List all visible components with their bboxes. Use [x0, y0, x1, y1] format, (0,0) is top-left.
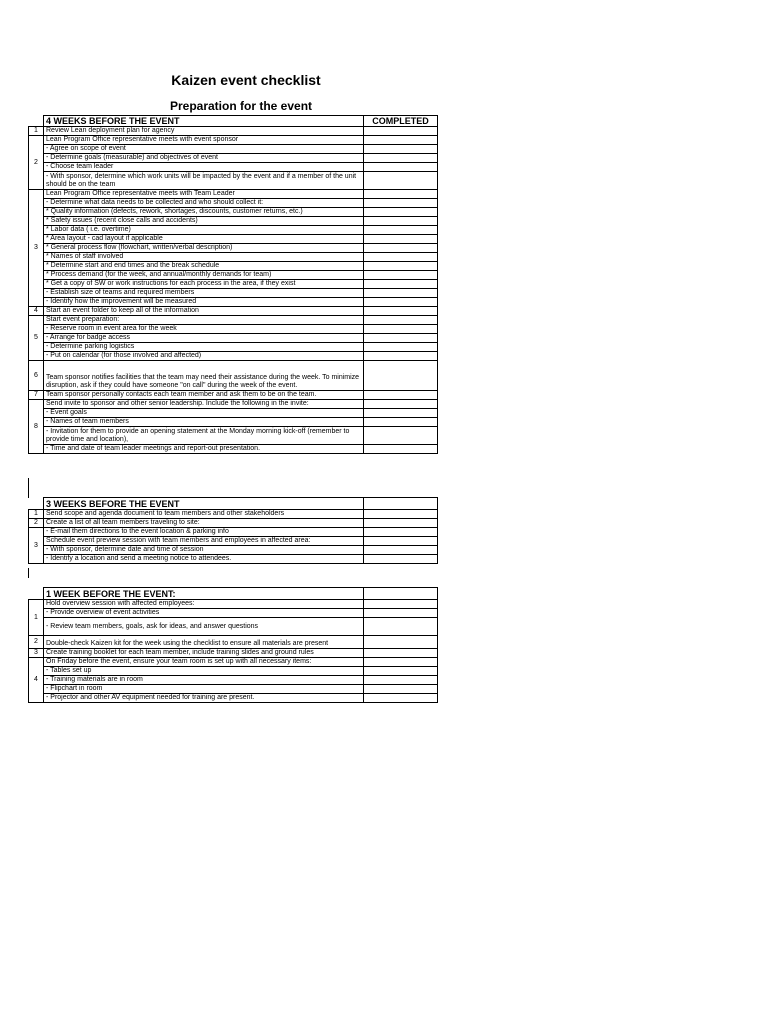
checklist-section-1-week	[28, 587, 438, 703]
completed-cell[interactable]	[364, 685, 438, 694]
completed-cell[interactable]	[364, 636, 438, 649]
section-heading: 1 WEEK BEFORE THE EVENT:	[44, 588, 364, 600]
completed-cell[interactable]	[364, 244, 438, 253]
checklist-item: - Tables set up	[44, 667, 364, 676]
checklist-item: Start an event folder to keep all of the information	[44, 307, 364, 316]
checklist-item: - Review team members, goals, ask for ideas, and answer questions	[44, 618, 364, 636]
item-number: 2	[29, 519, 44, 528]
item-number: 8	[29, 400, 44, 454]
spacer	[29, 116, 44, 127]
checklist-item: * Get a copy of SW or work instructions for each process in the area, if they exist	[44, 280, 364, 289]
completed-cell[interactable]	[364, 280, 438, 289]
checklist-item: Double-check Kaizen kit for the week using the checklist to ensure all materials are present	[44, 636, 364, 649]
completed-cell[interactable]	[364, 418, 438, 427]
checklist-item: Team sponsor personally contacts each team member and ask them to be on the team.	[44, 391, 364, 400]
checklist-item: Send invite to sponsor and other senior leadership. Include the following in the invite:	[44, 400, 364, 409]
checklist-item: - Arrange for badge access	[44, 334, 364, 343]
section-heading: 4 WEEKS BEFORE THE EVENT	[44, 116, 364, 127]
completed-cell[interactable]	[364, 445, 438, 454]
checklist-item: - Determine goals (measurable) and objectives of event	[44, 154, 364, 163]
completed-cell[interactable]	[364, 528, 438, 537]
item-number: 7	[29, 391, 44, 400]
completed-cell[interactable]	[364, 199, 438, 208]
checklist-item: Lean Program Office representative meets with event sponsor	[44, 136, 364, 145]
completed-cell[interactable]	[364, 361, 438, 391]
item-number: 2	[29, 636, 44, 649]
checklist-item: Review Lean deployment plan for agency	[44, 127, 364, 136]
checklist-section-3-weeks	[28, 497, 438, 564]
completed-cell[interactable]	[364, 316, 438, 325]
checklist-item: - Determine parking logistics	[44, 343, 364, 352]
section-heading: 3 WEEKS BEFORE THE EVENT	[44, 498, 364, 510]
completed-cell[interactable]	[364, 145, 438, 154]
completed-cell[interactable]	[364, 609, 438, 618]
checklist-item: - Agree on scope of event	[44, 145, 364, 154]
completed-cell[interactable]	[364, 298, 438, 307]
page-title: Kaizen event checklist	[171, 72, 321, 88]
checklist-item: - Identify a location and send a meeting notice to attendees.	[44, 555, 364, 564]
checklist-item: On Friday before the event, ensure your team room is set up with all necessary items:	[44, 658, 364, 667]
checklist-item: - Identify how the improvement will be measured	[44, 298, 364, 307]
completed-cell[interactable]	[364, 352, 438, 361]
completed-cell[interactable]	[364, 600, 438, 609]
item-number: 3	[29, 528, 44, 564]
completed-cell[interactable]	[364, 618, 438, 636]
completed-cell[interactable]	[364, 271, 438, 280]
completed-cell[interactable]	[364, 307, 438, 316]
item-number: 5	[29, 316, 44, 361]
checklist-item: - Choose team leader	[44, 163, 364, 172]
completed-header-cell	[364, 588, 438, 600]
item-number: 3	[29, 190, 44, 307]
item-number: 4	[29, 658, 44, 703]
checklist-item: - E-mail them directions to the event location & parking info	[44, 528, 364, 537]
completed-cell[interactable]	[364, 190, 438, 199]
checklist-item: Lean Program Office representative meets with Team Leader	[44, 190, 364, 199]
completed-cell[interactable]	[364, 510, 438, 519]
completed-header-cell	[364, 498, 438, 510]
checklist-item: * General process flow (flowchart, written/verbal description)	[44, 244, 364, 253]
checklist-item: - Training materials are in room	[44, 676, 364, 685]
completed-cell[interactable]	[364, 667, 438, 676]
checklist-item: - Projector and other AV equipment needed for training are present.	[44, 694, 364, 703]
completed-cell[interactable]	[364, 391, 438, 400]
checklist-item: Start event preparation:	[44, 316, 364, 325]
completed-cell[interactable]	[364, 343, 438, 352]
completed-cell[interactable]	[364, 649, 438, 658]
checklist-item: * Process demand (for the week, and annual/monthly demands for team)	[44, 271, 364, 280]
checklist-item: - With sponsor, determine date and time of session	[44, 546, 364, 555]
item-number: 1	[29, 600, 44, 636]
checklist-item: - With sponsor, determine which work units will be impacted by the event and if a member of the unit should be on the team	[44, 172, 364, 190]
checklist-item: Team sponsor notifies facilities that the team may need their assistance during the week. To minimize disruption, ask if they could have someone "on call" during the week of the event.	[44, 361, 364, 391]
completed-cell[interactable]	[364, 154, 438, 163]
completed-cell[interactable]	[364, 325, 438, 334]
completed-cell[interactable]	[364, 289, 438, 298]
item-number: 4	[29, 307, 44, 316]
item-number: 2	[29, 136, 44, 190]
checklist-item: - Invitation for them to provide an opening statement at the Monday morning kick-off (remember to provide time and location),	[44, 427, 364, 445]
checklist-item: * Determine start and end times and the break schedule	[44, 262, 364, 271]
divider	[28, 478, 29, 498]
checklist-item: * Area layout - cad layout if applicable	[44, 235, 364, 244]
checklist-item: - Flipchart in room	[44, 685, 364, 694]
page-subtitle: Preparation for the event	[169, 99, 313, 113]
spacer	[29, 498, 44, 510]
completed-cell[interactable]	[364, 217, 438, 226]
checklist-item: - Determine what data needs to be collected and who should collect it:	[44, 199, 364, 208]
checklist-item: * Names of staff involved	[44, 253, 364, 262]
checklist-item: * Labor data ( i.e. overtime)	[44, 226, 364, 235]
completed-cell[interactable]	[364, 226, 438, 235]
completed-cell[interactable]	[364, 235, 438, 244]
completed-cell[interactable]	[364, 427, 438, 445]
completed-header: COMPLETED	[364, 116, 438, 127]
checklist-item: Create a list of all team members traveling to site:	[44, 519, 364, 528]
completed-cell[interactable]	[364, 537, 438, 546]
item-number: 3	[29, 649, 44, 658]
completed-cell[interactable]	[364, 555, 438, 564]
completed-cell[interactable]	[364, 658, 438, 667]
checklist-item: - Event goals	[44, 409, 364, 418]
item-number: 1	[29, 510, 44, 519]
checklist-item: - Reserve room in event area for the week	[44, 325, 364, 334]
checklist-item: - Establish size of teams and required members	[44, 289, 364, 298]
completed-cell[interactable]	[364, 127, 438, 136]
completed-cell[interactable]	[364, 208, 438, 217]
completed-cell[interactable]	[364, 676, 438, 685]
checklist-item: - Names of team members	[44, 418, 364, 427]
checklist-item: Create training booklet for each team member, include training slides and ground rules	[44, 649, 364, 658]
item-number: 6	[29, 361, 44, 391]
checklist-item: * Quality information (defects, rework, shortages, discounts, customer returns, etc.)	[44, 208, 364, 217]
completed-cell[interactable]	[364, 400, 438, 409]
completed-cell[interactable]	[364, 136, 438, 145]
completed-cell[interactable]	[364, 262, 438, 271]
divider	[28, 568, 29, 578]
checklist-section-4-weeks	[28, 115, 438, 454]
completed-cell[interactable]	[364, 519, 438, 528]
completed-cell[interactable]	[364, 253, 438, 262]
checklist-item: Schedule event preview session with team members and employees in affected area:	[44, 537, 364, 546]
checklist-item: * Safety issues (recent close calls and accidents)	[44, 217, 364, 226]
completed-cell[interactable]	[364, 163, 438, 172]
completed-cell[interactable]	[364, 172, 438, 190]
checklist-item: - Put on calendar (for those involved and affected)	[44, 352, 364, 361]
completed-cell[interactable]	[364, 546, 438, 555]
checklist-item: - Provide overview of event activities	[44, 609, 364, 618]
spacer	[29, 588, 44, 600]
completed-cell[interactable]	[364, 334, 438, 343]
completed-cell[interactable]	[364, 409, 438, 418]
completed-cell[interactable]	[364, 694, 438, 703]
checklist-item: - Time and date of team leader meetings and report-out presentation.	[44, 445, 364, 454]
item-number: 1	[29, 127, 44, 136]
checklist-item: Send scope and agenda document to team members and other stakeholders	[44, 510, 364, 519]
checklist-item: Hold overview session with affected employees:	[44, 600, 364, 609]
